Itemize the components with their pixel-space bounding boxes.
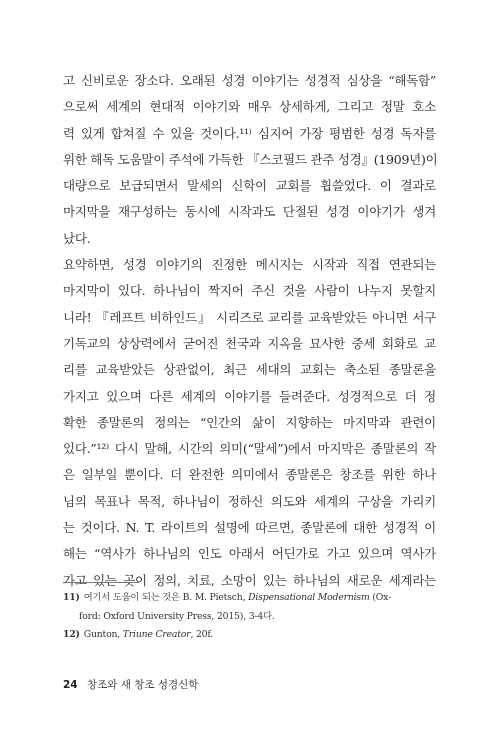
body-line: 마지막이 있다. 하나님이 짝지어 주신 것을 사람이 나누지 못할지 <box>63 283 436 299</box>
body-line: 고 신비로운 장소다. 오래된 성경 이야기는 성경적 심상을 “해독함” <box>63 73 436 88</box>
footnote <box>63 589 436 608</box>
body-line: 대량으로 보급되면서 말세의 신학이 교회를 휩쓸었다. 이 결과로 <box>63 178 436 194</box>
footnote-title: Dispensational Modernism <box>248 592 370 603</box>
body-line: 리를 교육받았든 상관없이, 최근 세대의 교회는 축소된 종말론을 <box>63 362 436 378</box>
footnote-text-after: (Ox- <box>369 592 392 603</box>
footnote <box>63 608 436 627</box>
body-line: 력 있게 합쳐질 수 있을 것이다.¹¹⁾ 심지어 가장 평범한 성경 독자를 <box>63 125 436 141</box>
body-line: 님의 목표나 목적, 하나님이 정하신 의도와 세계의 구상을 가리키 <box>63 493 436 509</box>
footnotes <box>63 589 436 645</box>
body-line: 기독교의 상상력에서 굳어진 천국과 지옥을 묘사한 중세 회화로 교 <box>63 335 436 351</box>
body-line: 났다. <box>63 230 91 246</box>
body-text <box>63 68 436 594</box>
footnote-divider <box>63 582 139 583</box>
footnote-number: 12) <box>63 629 80 640</box>
body-line: 가고 있는 곳이 정의, 치료, 소망이 있는 하나님의 새로운 세계라는 <box>63 572 436 588</box>
body-line: 는 것이다. N. T. 라이트의 설명에 따르면, 종말론에 대한 성경적 이 <box>63 520 436 536</box>
footnote-text: Gunton, <box>83 629 123 640</box>
footnote <box>63 626 436 645</box>
body-line: 마지막을 재구성하는 동시에 시작과도 단절된 성경 이야기가 생겨 <box>63 204 436 220</box>
footnote-number: 11) <box>63 592 80 603</box>
footnote-title: Triune Creator <box>122 629 191 640</box>
body-line: 가지고 있으며 다른 세계의 이야기를 들려준다. 성경적으로 더 정 <box>63 388 436 404</box>
page-footer <box>63 677 198 692</box>
body-line: 으로써 세계의 현대적 이야기와 매우 상세하게, 그리고 정말 호소 <box>63 99 436 115</box>
body-line: 은 일부일 뿐이다. 더 완전한 의미에서 종말론은 창조를 위한 하나 <box>63 467 436 483</box>
running-title: 창조와 새 창조 성경신학 <box>86 679 199 691</box>
footnote-text-after: , 20f. <box>190 629 214 640</box>
footnote-text: ford: Oxford University Press, 2015), 3-4다. <box>79 610 275 622</box>
body-line: 확한 종말론의 정의는 “인간의 삶이 지향하는 마지막과 관련이 <box>63 414 436 430</box>
body-line: 해는 “역사가 하나님의 인도 아래서 어딘가로 가고 있으며 역사가 <box>63 546 436 562</box>
body-line: 니라! 『레프트 비하인드』 시리즈로 교리를 교육받았든 아니면 서구 <box>63 309 436 325</box>
body-line: 있다.”¹²⁾ 다시 말해, 시간의 의미(“말세”)에서 마지막은 종말론의 작 <box>63 441 436 457</box>
body-line: 위한 해독 도움말이 주석에 가득한 『스코필드 관주 성경』(1909년)이 <box>63 151 438 167</box>
footnote-text: 여기서 도움이 되는 것은 B. M. Pietsch, <box>83 592 249 603</box>
page-number: 24 <box>63 679 78 691</box>
body-line: 요약하면, 성경 이야기의 진정한 메시지는 시작과 직접 연관되는 <box>63 257 436 273</box>
